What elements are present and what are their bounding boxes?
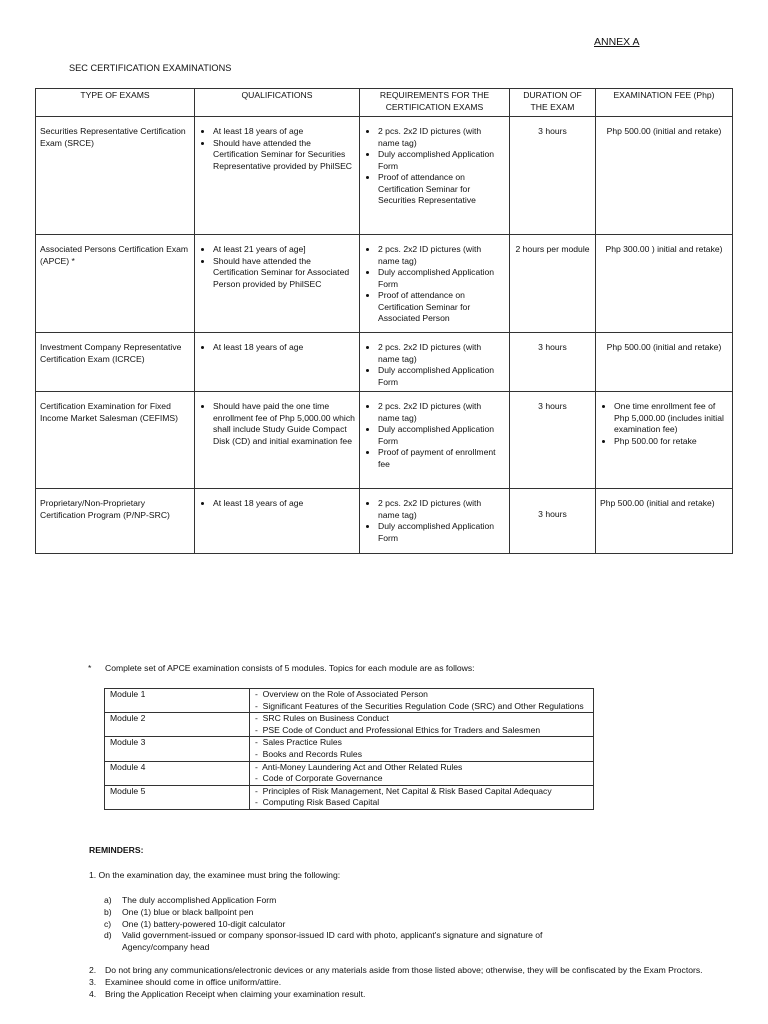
requirements-cell: [360, 117, 510, 235]
list-item: • 2 pcs. 2x2 ID pictures (with name tag): [378, 126, 505, 149]
duration-cell: 3 hours: [510, 392, 596, 489]
header-type: TYPE OF EXAMS: [36, 89, 195, 117]
table-row: [105, 737, 594, 761]
qualifications-cell: [195, 489, 360, 554]
module-name: Module 3: [105, 737, 250, 761]
list-item: - Principles of Risk Management, Net Capital & Risk Based Capital Adequacy: [255, 785, 552, 796]
list-item: • At least 18 years of age: [213, 498, 355, 510]
module-topics: [250, 761, 594, 785]
list-item: 2. Do not bring any communications/electronic devices or any materials aside from those listed above; otherwise, they will be confiscated by the Exam Proctors.: [89, 965, 703, 975]
table-row: [36, 333, 733, 392]
fee-cell: [596, 392, 733, 489]
list-item: • 2 pcs. 2x2 ID pictures (with name tag): [378, 244, 505, 267]
list-item: b) One (1) blue or black ballpoint pen: [104, 906, 254, 917]
list-item: a) The duly accomplished Application Form: [104, 895, 277, 905]
duration-cell: 3 hours: [510, 333, 596, 392]
module-topics: [250, 785, 594, 809]
list-item: • Proof of payment of enrollment fee: [378, 447, 505, 470]
table-row: [36, 117, 733, 235]
duration-cell: 2 hours per module: [510, 235, 596, 333]
list-item: c) One (1) battery-powered 10-digit calculator: [104, 918, 286, 929]
table-row: [105, 689, 594, 713]
fee-cell: Php 500.00 (initial and retake): [596, 489, 733, 554]
list-item: • 2 pcs. 2x2 ID pictures (with name tag): [378, 342, 505, 365]
list-item: d) Valid government-issued or company sponsor-issued ID card with photo, applicant's signature and signature of Agency/company head: [104, 930, 543, 953]
exam-type: Proprietary/Non-Proprietary Certification Program (P/NP-SRC): [36, 489, 195, 554]
list-item: • 2 pcs. 2x2 ID pictures (with name tag): [378, 401, 505, 424]
list-item: • Should have paid the one time enrollment fee of Php 5,000.00 which shall include Study Guide Compact Disk (CD) and initial examination fee: [213, 401, 355, 447]
list-item: - Anti-Money Laundering Act and Other Related Rules: [255, 761, 463, 772]
list-item: - PSE Code of Conduct and Professional Ethics for Traders and Salesmen: [255, 724, 541, 735]
table-row: [105, 761, 594, 785]
list-item: • Duly accomplished Application Form: [378, 149, 505, 172]
exam-type: Associated Persons Certification Exam (APCE) *: [36, 235, 195, 333]
list-item: • Duly accomplished Application Form: [378, 267, 505, 290]
module-topics: [250, 689, 594, 713]
list-item: 4. Bring the Application Receipt when claiming your examination result.: [89, 988, 366, 999]
module-topics: [250, 737, 594, 761]
table-header-row: [36, 89, 733, 117]
duration-cell: 3 hours: [510, 117, 596, 235]
list-item: 3. Examinee should come in office uniform/attire.: [89, 976, 282, 987]
module-name: Module 1: [105, 689, 250, 713]
list-item: • At least 18 years of age: [213, 342, 355, 354]
list-item: - Sales Practice Rules: [255, 737, 342, 748]
list-item: • 2 pcs. 2x2 ID pictures (with name tag): [378, 498, 505, 521]
exams-table: [35, 88, 733, 554]
header-fee: EXAMINATION FEE (Php): [596, 89, 733, 117]
module-name: Module 4: [105, 761, 250, 785]
list-item: - Computing Risk Based Capital: [255, 797, 380, 808]
list-item: • Php 500.00 for retake: [614, 436, 728, 448]
table-row: [36, 392, 733, 489]
list-item: • Proof of attendance on Certification Seminar for Associated Person: [378, 290, 505, 325]
list-item: • Should have attended the Certification Seminar for Associated Person provided by PhilSEC: [213, 256, 355, 291]
list-item: • Duly accomplished Application Form: [378, 424, 505, 447]
module-name: Module 5: [105, 785, 250, 809]
table-row: [105, 785, 594, 809]
document-title: SEC CERTIFICATION EXAMINATIONS: [69, 63, 232, 73]
exam-type: Certification Examination for Fixed Income Market Salesman (CEFIMS): [36, 392, 195, 489]
table-row: [36, 489, 733, 554]
annex-label: ANNEX A: [594, 36, 640, 48]
list-item: - Overview on the Role of Associated Person: [255, 689, 428, 699]
footnote-text: Complete set of APCE examination consists of 5 modules. Topics for each module are as follows:: [105, 663, 475, 673]
requirements-cell: [360, 392, 510, 489]
modules-table: [104, 688, 594, 810]
list-item: • At least 18 years of age: [213, 126, 355, 138]
qualifications-cell: [195, 333, 360, 392]
list-item: • Duly accomplished Application Form: [378, 365, 505, 388]
reminder-item-1: 1. On the examination day, the examinee must bring the following:: [89, 870, 341, 880]
qualifications-cell: [195, 117, 360, 235]
table-row: [105, 713, 594, 737]
qualifications-cell: [195, 392, 360, 489]
reminders-list: [89, 965, 729, 1000]
fee-cell: Php 500.00 (initial and retake): [596, 117, 733, 235]
list-item: - SRC Rules on Business Conduct: [255, 713, 389, 724]
list-item: • Should have attended the Certification Seminar for Securities Representative provided by PhilSEC: [213, 138, 355, 173]
requirements-cell: [360, 235, 510, 333]
list-item: • Proof of attendance on Certification Seminar for Securities Representative: [378, 172, 505, 207]
list-item: • One time enrollment fee of Php 5,000.00 (includes initial examination fee): [614, 401, 728, 436]
module-topics: [250, 713, 594, 737]
table-row: [36, 235, 733, 333]
fee-cell: Php 300.00 ) initial and retake): [596, 235, 733, 333]
duration-cell: 3 hours: [510, 489, 596, 554]
list-item: - Books and Records Rules: [255, 748, 362, 759]
header-requirements: REQUIREMENTS FOR THE CERTIFICATION EXAMS: [360, 89, 510, 117]
exam-type: Securities Representative Certification Exam (SRCE): [36, 117, 195, 235]
list-item: • Duly accomplished Application Form: [378, 521, 505, 544]
bring-list: [104, 895, 574, 954]
exam-type: Investment Company Representative Certification Exam (ICRCE): [36, 333, 195, 392]
module-name: Module 2: [105, 713, 250, 737]
requirements-cell: [360, 489, 510, 554]
list-item: - Significant Features of the Securities Regulation Code (SRC) and Other Regulations: [255, 700, 584, 711]
footnote-mark: *: [88, 663, 92, 673]
header-qualifications: QUALIFICATIONS: [195, 89, 360, 117]
qualifications-cell: [195, 235, 360, 333]
list-item: - Code of Corporate Governance: [255, 773, 383, 784]
fee-cell: Php 500.00 (initial and retake): [596, 333, 733, 392]
reminders-heading: REMINDERS:: [89, 845, 144, 855]
header-duration: DURATION OF THE EXAM: [510, 89, 596, 117]
list-item: • At least 21 years of age]: [213, 244, 355, 256]
requirements-cell: [360, 333, 510, 392]
